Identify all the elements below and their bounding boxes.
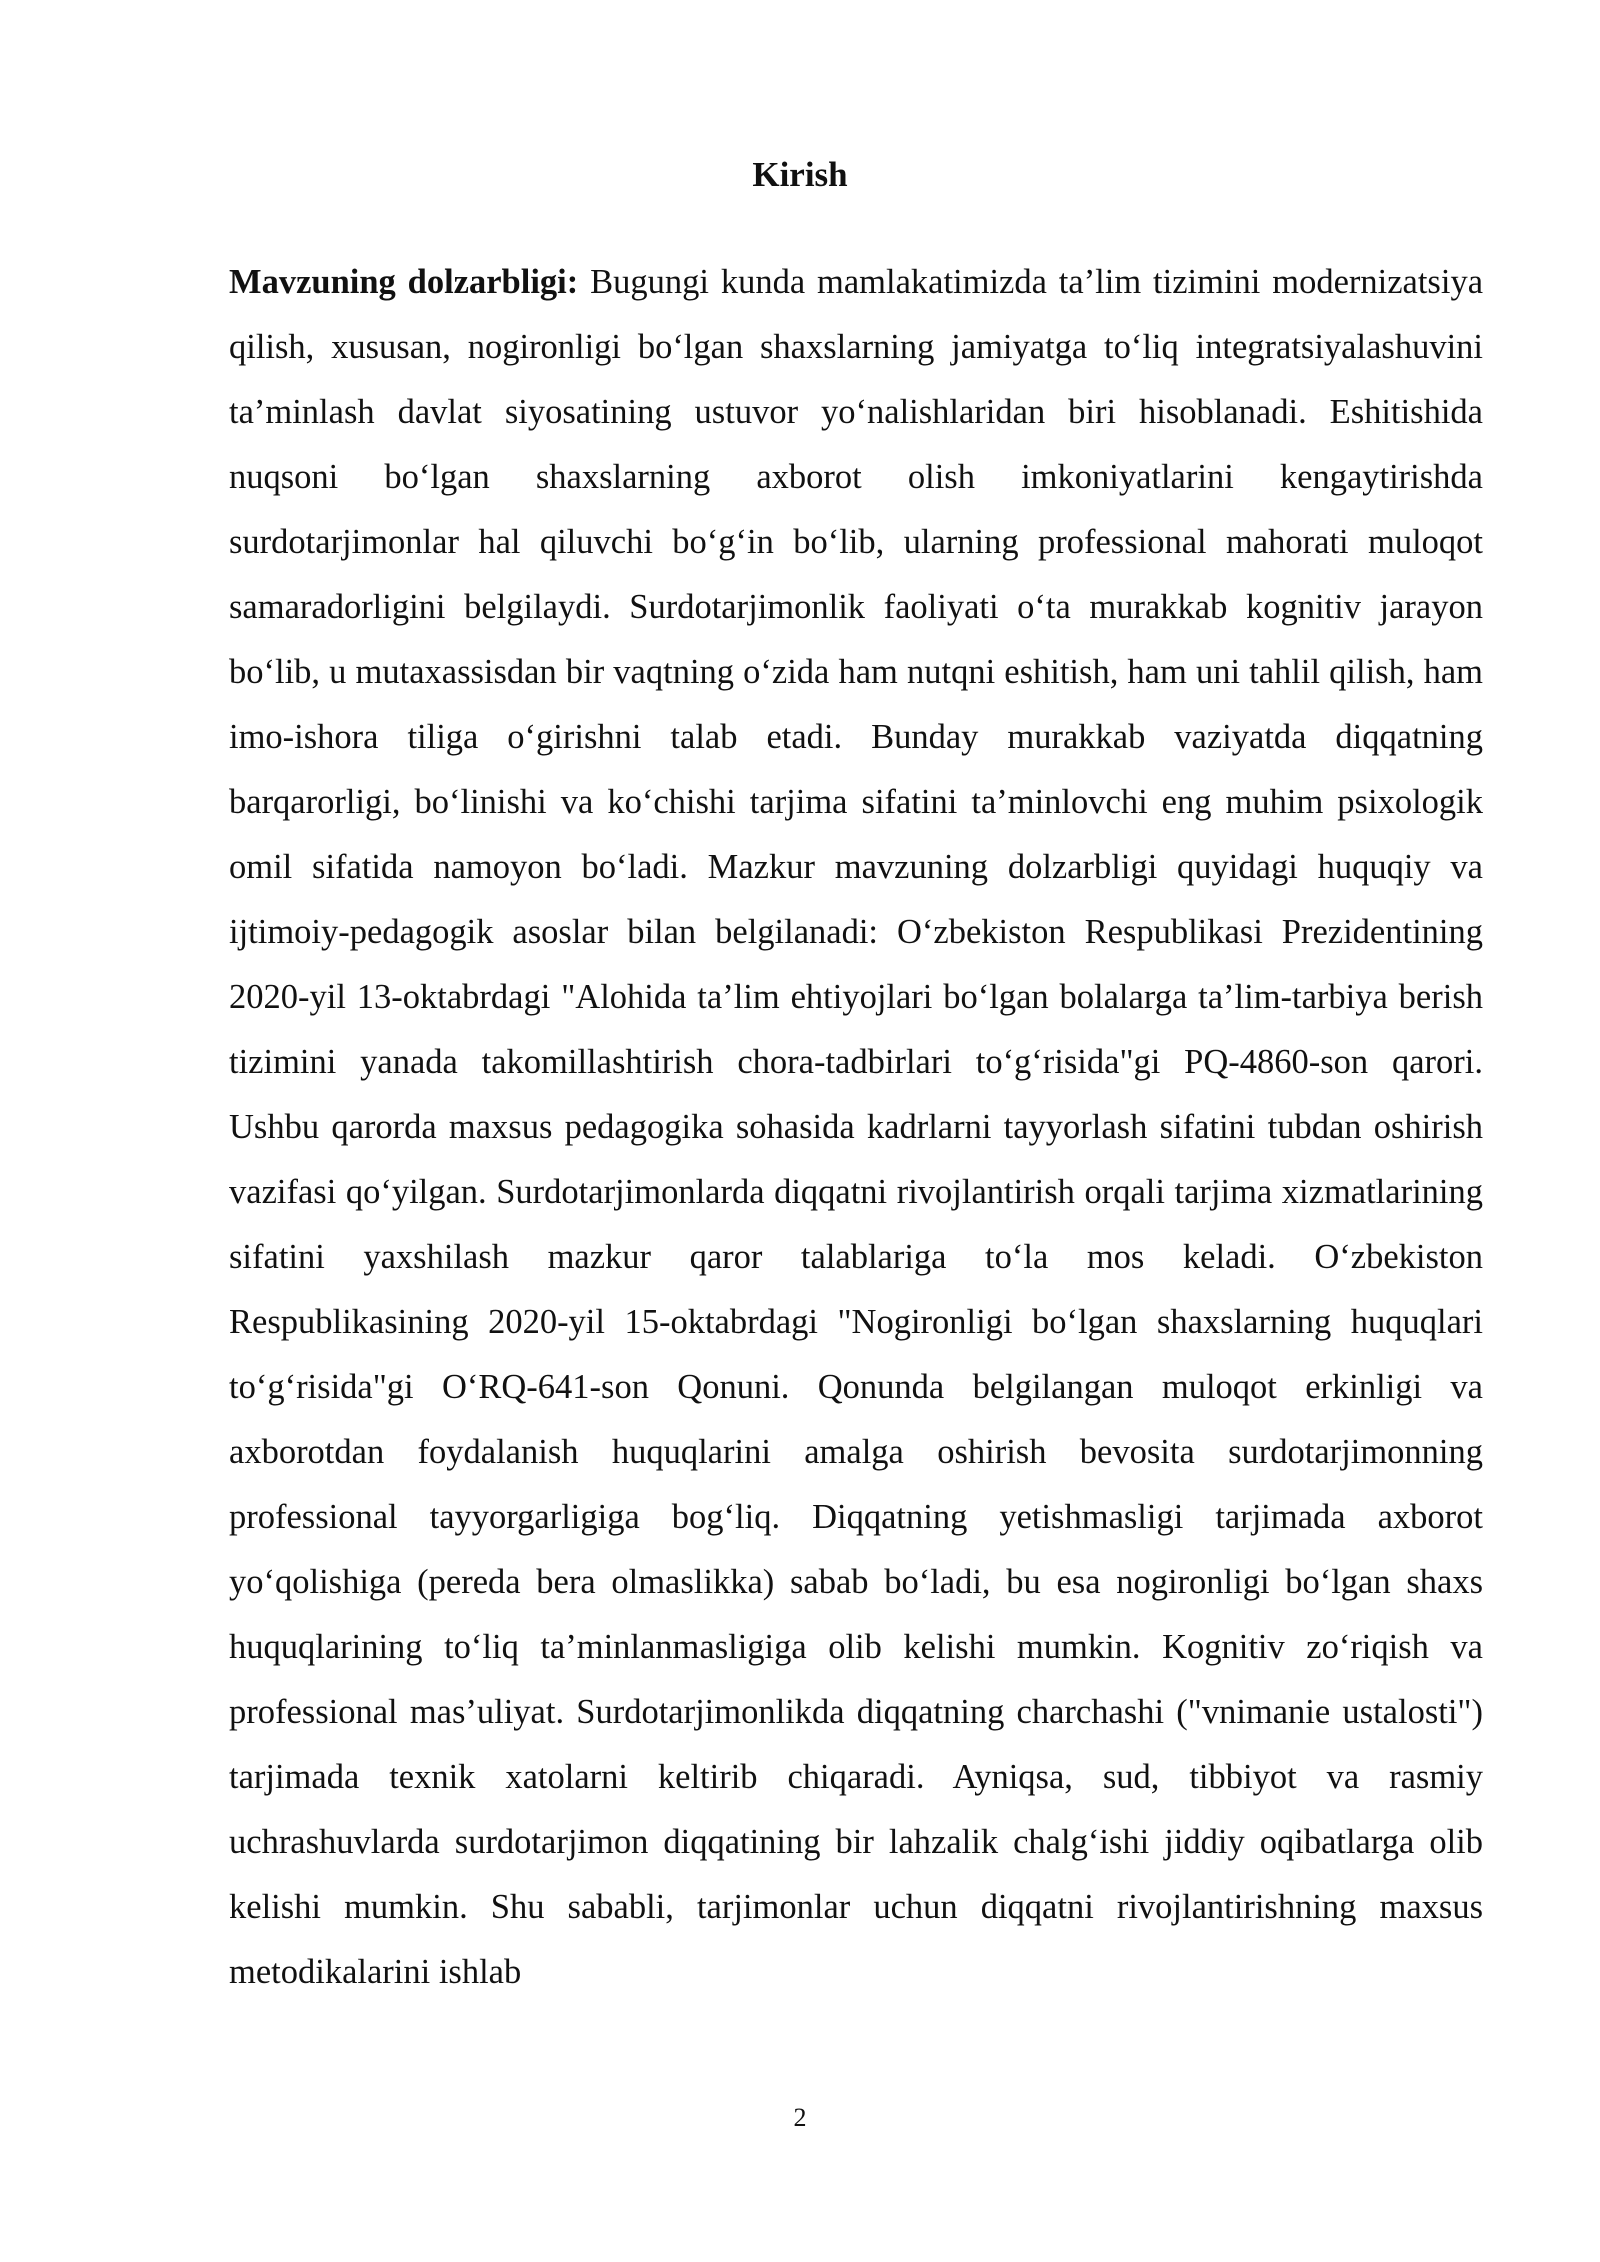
paragraph-text: Bugungi kunda mamlakatimizda ta’lim tizimini modernizatsiya qilish, xususan, nogironligi bo‘lgan shaxslarning jamiyatga to‘liq integratsiyalashuvini ta’minlash davlat siyosatining ustuvor yo‘nalishlaridan biri hisoblanadi. Eshitishida nuqsoni bo‘lgan shaxslarning axborot olish imkoniyatlarini kengaytirishda surdotarjimonlar hal qiluvchi bo‘g‘in bo‘lib, ularning professional mahorati muloqot samaradorligini belgilaydi. Surdotarjimonlik faoliyati o‘ta murakkab kognitiv jarayon bo‘lib, u mutaxassisdan bir vaqtning o‘zida ham nutqni eshitish, ham uni tahlil qilish, ham imo-ishora tiliga o‘girishni talab etadi. Bunday murakkab vaziyatda diqqatning barqarorligi, bo‘linishi va ko‘chishi tarjima sifatini ta’minlovchi eng muhim psixologik omil sifatida namoyon bo‘ladi. Mazkur mavzuning dolzarbligi quyidagi huquqiy va ijtimoiy-pedagogik asoslar bilan belgilanadi: O‘zbekiston Respublikasi Prezidentining 2020-yil 13-oktabrdagi "Alohida ta’lim ehtiyojlari bo‘lgan bolalarga ta’lim-tarbiya berish tizimini yanada takomillashtirish chora-tadbirlari to‘g‘risida"gi PQ-4860-son qarori. Ushbu qarorda maxsus pedagogika sohasida kadrlarni tayyorlash sifatini tubdan oshirish vazifasi qo‘yilgan. Surdotarjimonlarda diqqatni rivojlantirish orqali tarjima xizmatlarining sifatini yaxshilash mazkur qaror talablariga to‘la mos keladi. O‘zbekiston Respublikasining 2020-yil 15-oktabrdagi "Nogironligi bo‘lgan shaxslarning huquqlari to‘g‘risida"gi O‘RQ-641-son Qonuni. Qonunda belgilangan muloqot erkinligi va axborotdan foydalanish huquqlarini amalga oshirish bevosita surdotarjimonning professional tayyorgarligiga bog‘liq. Diqqatning yetishmasligi tarjimada axborot yo‘qolishiga (pereda bera olmaslikka) sabab bo‘ladi, bu esa nogironligi bo‘lgan shaxs huquqlarining to‘liq ta’minlanmasligiga olib kelishi mumkin. Kognitiv zo‘riqish va professional mas’uliyat. Surdotarjimonlikda diqqatning charchashi ("vnimanie ustalosti") tarjimada texnik xatolarni keltirib chiqaradi. Ayniqsa, sud, tibbiyot va rasmiy uchrashuvlarda surdotarjimon diqqatining bir lahzalik chalg‘ishi jiddiy oqibatlarga olib kelishi mumkin. Shu sababli, tarjimonlar uchun diqqatni rivojlantirishning maxsus metodikalarini ishlab: [229, 263, 1484, 1991]
page-number: 2: [793, 2103, 807, 2132]
section-heading: Kirish: [752, 155, 848, 194]
body-paragraph: [229, 250, 1483, 2005]
paragraph-lead: Mavzuning dolzarbligi:: [229, 263, 579, 301]
